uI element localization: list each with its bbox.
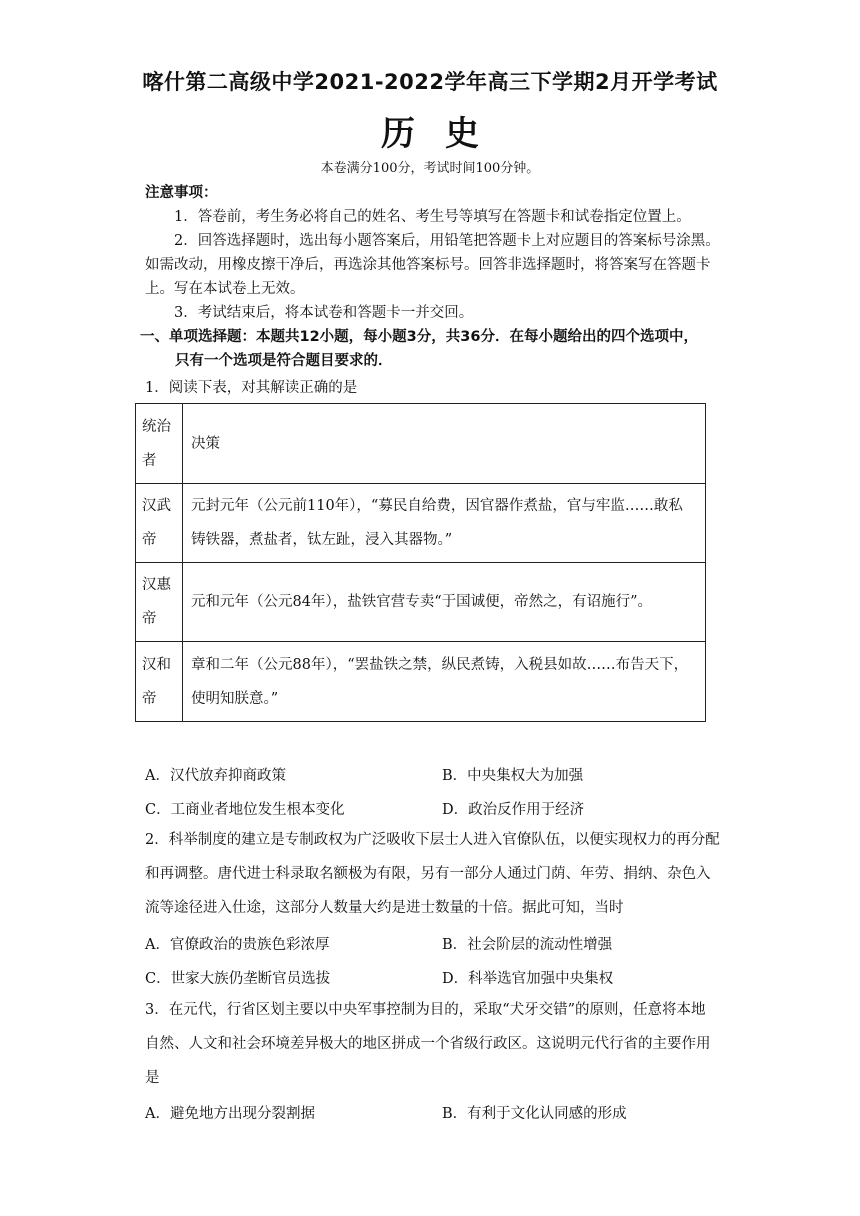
table-cell-ruler: 汉武帝 <box>136 484 183 563</box>
table-header-row <box>136 404 706 484</box>
table-header-cell: 决策 <box>183 404 706 484</box>
option-c: C．世家大族仍垄断官员选拔 <box>145 971 331 987</box>
option-a: A．避免地方出现分裂割据 <box>145 1106 315 1122</box>
section-heading <box>140 325 720 373</box>
notice-item: 2．回答选择题时，选出每小题答案后，用铅笔把答题卡上对应题目的答案标号涂黑。如需改动，用橡皮擦干净后，再选涂其他答案标号。回答非选择题时，将答案写在答题卡上。写在本试卷上无效。 <box>145 233 720 297</box>
question-2-options-row <box>145 967 720 991</box>
option-a: A．汉代放弃抑商政策 <box>145 768 286 784</box>
option-b: B．有利于文化认同感的形成 <box>442 1106 627 1122</box>
question-1-table <box>135 403 706 722</box>
table-row <box>136 484 706 563</box>
table-cell-decision: 元封元年（公元前110年），“募民自给费，因官器作煮盐，官与牢监……敢私铸铁器，煮盐者，钛左趾，浸入其器物。” <box>183 484 706 563</box>
option-d: D．科举选官加强中央集权 <box>442 971 614 987</box>
table-row <box>136 563 706 642</box>
score-time-note: 本卷满分100分，考试时间100分钟。 <box>320 161 540 176</box>
table-cell-decision: 章和二年（公元88年），“罢盐铁之禁，纵民煮铸，入税县如故……布告天下，使明知朕意。” <box>183 642 706 722</box>
table-cell-ruler: 汉和帝 <box>136 642 183 722</box>
option-a: A．官僚政治的贵族色彩浓厚 <box>145 937 330 953</box>
question-3-options-row <box>145 1102 720 1126</box>
option-c: C．工商业者地位发生根本变化 <box>145 802 345 818</box>
notice-item: 1．答卷前，考生务必将自己的姓名、考生号等填写在答题卡和试卷指定位置上。 <box>174 209 691 225</box>
option-b: B．中央集权大为加强 <box>442 768 584 784</box>
notice-heading: 注意事项： <box>145 185 218 201</box>
question-1-options-row <box>145 798 720 822</box>
notice-section <box>145 181 720 325</box>
subject-title: 历史 <box>381 114 509 154</box>
question-1-stem: 1．阅读下表，对其解读正确的是 <box>145 380 358 396</box>
option-b: B．社会阶层的流动性增强 <box>442 937 613 953</box>
question-2-stem: 2．科举制度的建立是专制政权为广泛吸收下层士人进入官僚队伍，以便实现权力的再分配和再调整。唐代进士科录取名额极为有限，另有一部分人通过门荫、年劳、捐纳、杂色入流等途径进入仕途，这部分人数量大约是进士数量的十倍。据此可知，当时 <box>145 832 720 916</box>
exam-title: 喀什第二高级中学2021-2022学年高三下学期2月开学考试 <box>142 70 718 94</box>
table-header-cell: 统治者 <box>136 404 183 484</box>
section-heading-line2: 只有一个选项是符合题目要求的． <box>175 353 393 369</box>
table-row <box>136 642 706 722</box>
section-heading-line1: 一、单项选择题：本题共12小题，每小题3分，共36分．在每小题给出的四个选项中， <box>140 329 698 345</box>
question-1-options-row <box>145 764 720 788</box>
notice-item: 3．考试结束后，将本试卷和答题卡一并交回。 <box>174 305 474 321</box>
table-cell-ruler: 汉惠帝 <box>136 563 183 642</box>
question-3-stem: 3．在元代，行省区划主要以中央军事控制为目的，采取“犬牙交错”的原则，任意将本地自然、人文和社会环境差异极大的地区拼成一个省级行政区。这说明元代行省的主要作用是 <box>145 1002 711 1086</box>
table-cell-decision: 元和元年（公元84年），盐铁官营专卖“于国诚便，帝然之，有诏施行”。 <box>183 563 706 642</box>
option-d: D．政治反作用于经济 <box>442 802 585 818</box>
question-2-options-row <box>145 933 720 957</box>
